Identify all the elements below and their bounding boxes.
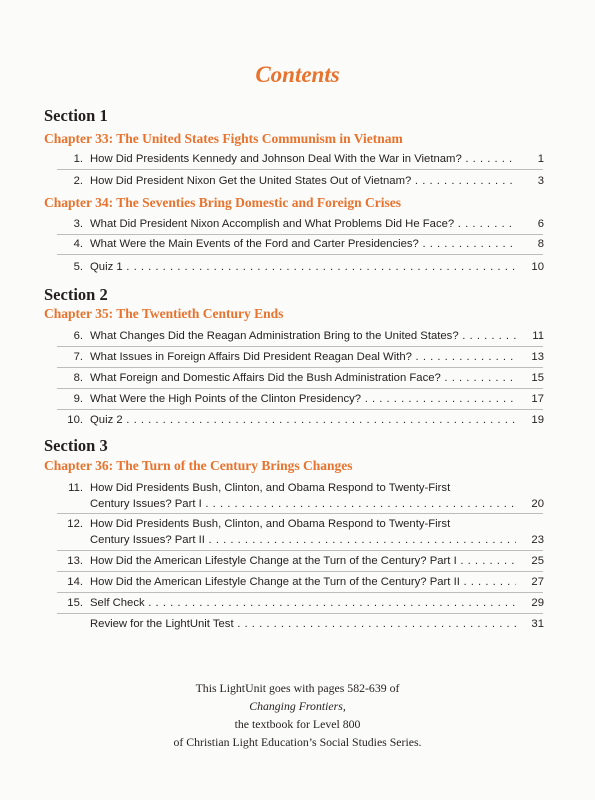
- toc-entry[interactable]: [61, 553, 544, 569]
- toc-entry[interactable]: [61, 574, 544, 590]
- toc-entry[interactable]: [61, 391, 544, 407]
- divider: [57, 169, 543, 170]
- entry-title: How Did Presidents Kennedy and Johnson Deal With the War in Vietnam? . . .: [90, 151, 516, 167]
- entry-title: What Did President Nixon Accomplish and What Problems Did He Face? . . .: [90, 216, 516, 232]
- entry-title: What Issues in Foreign Affairs Did President Reagan Deal With? . . .: [90, 349, 516, 365]
- entry-number: 13.: [67, 555, 83, 567]
- entry-page: 11: [532, 330, 544, 342]
- entry-title-line: Century Issues? Part II . . .: [90, 532, 516, 548]
- chapter-heading: Chapter 35: The Twentieth Century Ends: [44, 306, 284, 321]
- toc-entry[interactable]: [61, 616, 544, 632]
- note-line: the textbook for Level 800: [234, 717, 361, 731]
- textbook-title: Changing Frontiers,: [249, 699, 346, 713]
- divider: [57, 254, 543, 255]
- entry-page: 23: [531, 534, 544, 546]
- entry-page: 19: [531, 414, 544, 426]
- entry-number: 1.: [73, 153, 83, 165]
- divider: [57, 409, 543, 410]
- entry-number: 15.: [67, 597, 83, 609]
- chapter-heading: Chapter 36: The Turn of the Century Brings Changes: [44, 458, 353, 473]
- note-line: of Christian Light Education’s Social Studies Series.: [173, 735, 422, 749]
- entry-page: 1: [537, 153, 544, 165]
- toc-entry[interactable]: [61, 236, 544, 252]
- entry-title: [90, 480, 516, 512]
- entry-number: 8.: [73, 372, 83, 384]
- section-heading: Section 2: [44, 285, 108, 304]
- entry-page: 3: [537, 175, 544, 187]
- divider: [57, 513, 543, 514]
- entry-page: 29: [531, 597, 544, 609]
- entry-title: What Were the Main Events of the Ford and Carter Presidencies? . . .: [90, 236, 516, 252]
- entry-number: 9.: [73, 393, 83, 405]
- toc-entry[interactable]: [61, 173, 544, 189]
- chapter-heading: Chapter 33: The United States Fights Communism in Vietnam: [44, 131, 403, 146]
- entry-page: 15: [531, 372, 544, 384]
- toc-entry[interactable]: [61, 216, 544, 232]
- toc-entry[interactable]: [61, 595, 544, 611]
- divider: [57, 613, 543, 614]
- entry-number: 2.: [73, 175, 83, 187]
- toc-entry[interactable]: [61, 370, 544, 386]
- entry-number: 7.: [73, 351, 83, 363]
- entry-title: What Changes Did the Reagan Administration Bring to the United States? . . .: [90, 328, 516, 344]
- toc-entry[interactable]: [61, 516, 544, 548]
- entry-number: 12.: [67, 518, 83, 530]
- entry-page: 10: [531, 261, 544, 273]
- divider: [57, 592, 543, 593]
- entry-title: Review for the LightUnit Test . . .: [90, 616, 516, 632]
- divider: [57, 346, 543, 347]
- page-title: Contents: [255, 62, 340, 87]
- divider: [57, 388, 543, 389]
- entry-number: 10.: [67, 414, 83, 426]
- entry-title: Self Check . . .: [90, 595, 516, 611]
- entry-page: 8: [537, 238, 544, 250]
- toc-entry[interactable]: [61, 259, 544, 275]
- entry-page: 27: [531, 576, 544, 588]
- entry-title-line: How Did Presidents Bush, Clinton, and Obama Respond to Twenty-First: [90, 482, 451, 494]
- entry-title: How Did the American Lifestyle Change at the Turn of the Century? Part I . . .: [90, 553, 516, 569]
- toc-entry[interactable]: [61, 151, 544, 167]
- entry-page: 6: [537, 218, 544, 230]
- divider: [57, 367, 543, 368]
- toc-entry[interactable]: [61, 349, 544, 365]
- entry-number: 6.: [73, 330, 83, 342]
- entry-page: 17: [531, 393, 544, 405]
- divider: [57, 234, 543, 235]
- entry-title: What Were the High Points of the Clinton Presidency? . . .: [90, 391, 516, 407]
- section-heading: Section 3: [44, 436, 108, 455]
- entry-title: What Foreign and Domestic Affairs Did the Bush Administration Face? . . .: [90, 370, 516, 386]
- lightunit-note: [0, 679, 595, 751]
- entry-page: 13: [531, 351, 544, 363]
- toc-entry[interactable]: [61, 480, 544, 512]
- entry-title: How Did the American Lifestyle Change at the Turn of the Century? Part II . . .: [90, 574, 516, 590]
- chapter-heading: Chapter 34: The Seventies Bring Domestic and Foreign Crises: [44, 195, 401, 210]
- toc-entry[interactable]: [61, 328, 544, 344]
- entry-number: 5.: [73, 261, 83, 273]
- entry-number: 4.: [73, 238, 83, 250]
- entry-title: Quiz 1 . . .: [90, 259, 516, 275]
- entry-title: How Did President Nixon Get the United States Out of Vietnam? . . .: [90, 173, 516, 189]
- entry-title-line: How Did Presidents Bush, Clinton, and Obama Respond to Twenty-First: [90, 518, 451, 530]
- entry-number: 11.: [68, 482, 83, 494]
- toc-entry[interactable]: [61, 412, 544, 428]
- divider: [57, 550, 543, 551]
- entry-page: 31: [531, 618, 544, 630]
- entry-page: 20: [531, 498, 544, 510]
- entry-title: [90, 516, 516, 548]
- entry-title: Quiz 2 . . .: [90, 412, 516, 428]
- entry-title-line: Century Issues? Part I . . .: [90, 496, 516, 512]
- entry-number: 3.: [73, 218, 83, 230]
- section-heading: Section 1: [44, 106, 108, 125]
- entry-page: 25: [531, 555, 544, 567]
- note-line: This LightUnit goes with pages 582-639 of: [195, 681, 400, 695]
- entry-number: 14.: [67, 576, 83, 588]
- divider: [57, 571, 543, 572]
